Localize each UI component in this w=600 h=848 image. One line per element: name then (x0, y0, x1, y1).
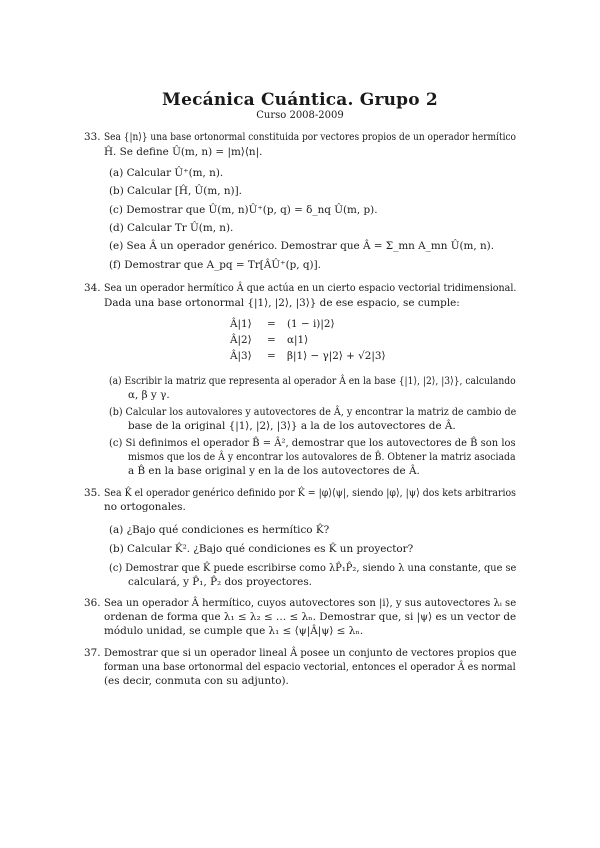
problem-item: (c) Si definimos el operador B̂ = Â², demostrar que los autovectores de B̂ son los (109, 437, 516, 449)
problem-item: a B̂ en la base original y en la de los autovectores de Â. (128, 465, 420, 477)
problem-item: (e) Sea Â un operador genérico. Demostrar que Â = Σ_mn A_mn Û(m, n). (109, 240, 495, 252)
problem-item: (b) Calcular [Ĥ, Û(m, n)]. (109, 185, 242, 197)
problem-text: Sea {|n⟩} una base ortonormal constituida por vectores propios de un operador hermítico (104, 131, 516, 143)
problem-number: 34. (84, 282, 101, 294)
problem-item: mismos que los de Â y encontrar los autovalores de B̂. Obtener la matriz asociada (128, 451, 516, 463)
problem-text: Sea K̂ el operador genérico definido por K̂ = |φ⟩⟨ψ|, siendo |φ⟩, |ψ⟩ dos kets arbitrarios (104, 487, 516, 499)
page-title: Mecánica Cuántica. Grupo 2 (162, 90, 438, 110)
problem-text: Demostrar que si un operador lineal Â posee un conjunto de vectores propios que (104, 647, 517, 659)
problem-text: no ortogonales. (104, 501, 186, 513)
problem-text: forman una base ortonormal del espacio vectorial, entonces el operador Â es normal (104, 661, 516, 673)
problem-item: (c) Demostrar que K̂ puede escribirse como λP̂₁P̂₂, siendo λ una constante, que se (109, 562, 517, 574)
problem-text: Sea un operador hermítico Â que actúa en un cierto espacio vectorial tridimensional. (104, 282, 517, 294)
equation-lhs: Â|1⟩ (230, 318, 252, 330)
equation-lhs: Â|2⟩ (230, 334, 252, 346)
problem-text: Dada una base ortonormal {|1⟩, |2⟩, |3⟩} de ese espacio, se cumple: (104, 297, 460, 309)
problem-item: (a) ¿Bajo qué condiciones es hermítico K̂? (109, 524, 330, 536)
problem-item: (c) Demostrar que Û(m, n)Û⁺(p, q) = δ_nq Û(m, p). (109, 204, 378, 216)
equation-rhs: α|1⟩ (287, 334, 309, 346)
problem-text: Ĥ. Se define Û(m, n) = |m⟩⟨n|. (104, 146, 263, 158)
problem-text: módulo unidad, se cumple que λ₁ ≤ ⟨ψ|Â|ψ⟩ ≤ λₙ. (104, 625, 364, 637)
problem-number: 35. (84, 487, 101, 499)
problem-text: Sea un operador Â hermítico, cuyos autovectores son |i⟩, y sus autovectores λᵢ se (104, 597, 517, 609)
problem-item: calculará, y P̂₁, P̂₂ dos proyectores. (128, 576, 312, 588)
problem-number: 37. (84, 647, 101, 659)
problem-number: 33. (84, 131, 101, 143)
problem-item: base de la original {|1⟩, |2⟩, |3⟩} a la de los autovectores de Â. (128, 420, 456, 432)
problem-item: (b) Calcular los autovalores y autovectores de Â, y encontrar la matriz de cambio de (109, 406, 517, 418)
equation-rel: = (267, 350, 276, 362)
equation-rhs: β|1⟩ − γ|2⟩ + √2|3⟩ (287, 350, 386, 362)
problem-item: α, β y γ. (128, 389, 170, 401)
equation-rel: = (267, 334, 276, 346)
equation-rhs: (1 − i)|2⟩ (287, 318, 335, 330)
course-year: Curso 2008-2009 (256, 110, 344, 121)
problem-text: (es decir, conmuta con su adjunto). (104, 675, 289, 687)
problem-item: (f) Demostrar que A_pq = Tr[ÂÛ⁺(p, q)]. (109, 259, 321, 271)
problem-item: (d) Calcular Tr Û(m, n). (109, 222, 234, 234)
problem-text: ordenan de forma que λ₁ ≤ λ₂ ≤ … ≤ λₙ. Demostrar que, si |ψ⟩ es un vector de (104, 611, 517, 623)
problem-number: 36. (84, 597, 101, 609)
problem-item: (a) Escribir la matriz que representa al operador Â en la base {|1⟩, |2⟩, |3⟩}, calculando (109, 375, 516, 387)
problem-item: (b) Calcular K̂². ¿Bajo qué condiciones es K̂ un proyector? (109, 543, 414, 555)
problem-item: (a) Calcular Û⁺(m, n). (109, 167, 224, 179)
equation-rel: = (267, 318, 276, 330)
equation-lhs: Â|3⟩ (230, 350, 252, 362)
